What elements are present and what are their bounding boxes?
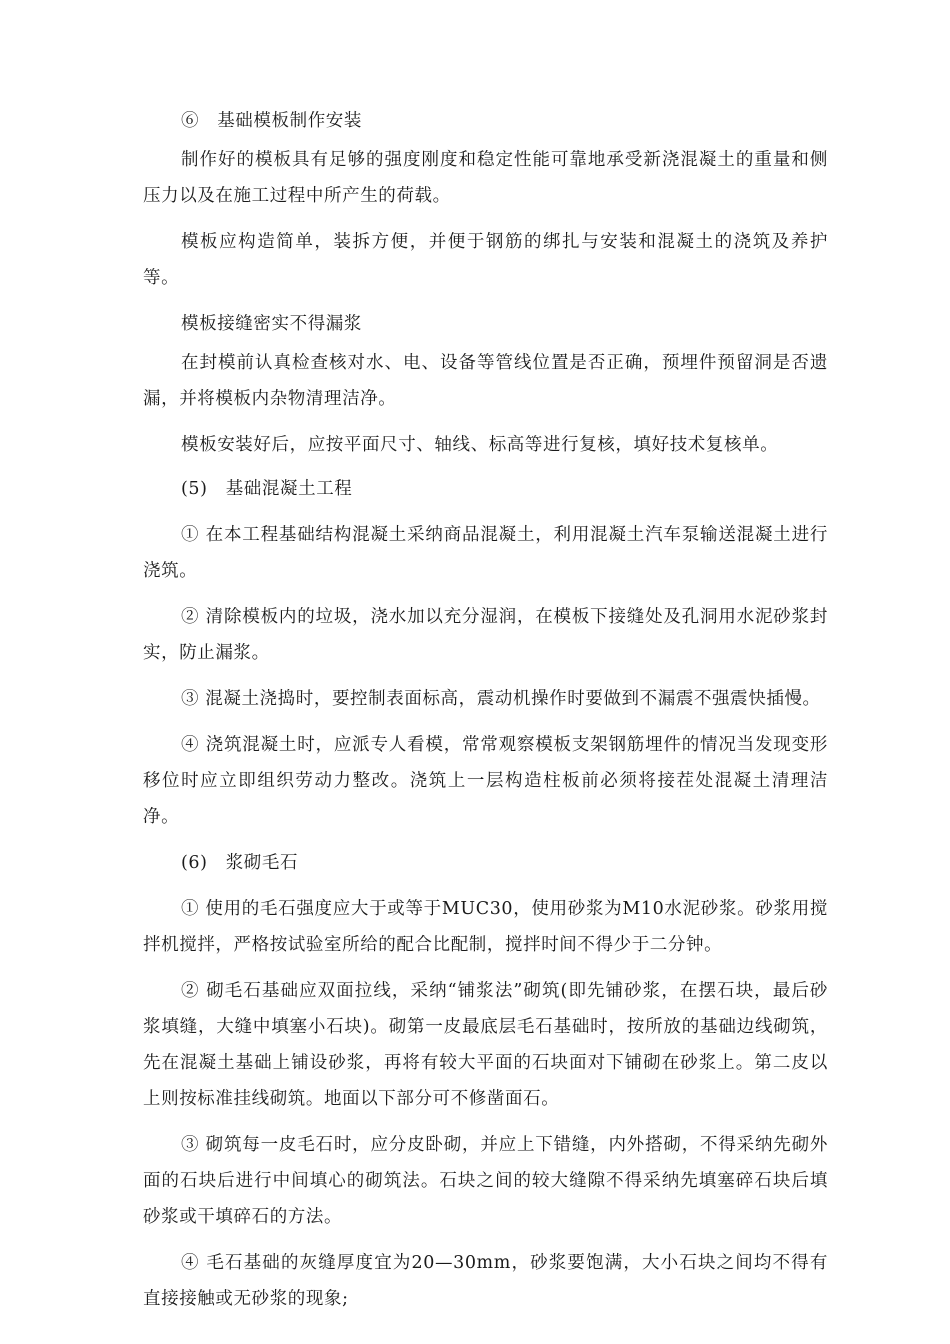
heading-formwork-installation: ⑥ 基础模板制作安装	[181, 111, 362, 131]
paragraph-formwork-strength: 制作好的模板具有足够的强度刚度和稳定性能可靠地承受新浇混凝土的重量和侧压力以及在施工过程中所产生的荷载。	[143, 150, 828, 206]
paragraph-pre-seal-check: 在封模前认真检查核对水、电、设备等管线位置是否正确，预埋件预留洞是否遗漏，并将模板内杂物清理洁净。	[143, 353, 828, 409]
document-body	[143, 103, 828, 1317]
paragraph-concrete-item-2: ② 清除模板内的垃圾，浇水加以充分湿润，在模板下接缝处及孔洞用水泥砂浆封实，防止漏浆。	[143, 607, 828, 663]
heading-foundation-concrete: (5) 基础混凝土工程	[181, 479, 353, 499]
paragraph-concrete-item-1: ① 在本工程基础结构混凝土采纳商品混凝土，利用混凝土汽车泵输送混凝土进行浇筑。	[143, 525, 828, 581]
paragraph-formwork-joints: 模板接缝密实不得漏浆	[181, 314, 362, 334]
paragraph-formwork-review: 模板安装好后，应按平面尺寸、轴线、标高等进行复核，填好技术复核单。	[181, 435, 779, 455]
paragraph-masonry-item-1: ① 使用的毛石强度应大于或等于MUC30，使用砂浆为M10水泥砂浆。砂浆用搅拌机搅拌，严格按试验室所给的配合比配制，搅拌时间不得少于二分钟。	[143, 899, 828, 955]
paragraph-masonry-item-3: ③ 砌筑每一皮毛石时，应分皮卧砌，并应上下错缝，内外搭砌，不得采纳先砌外面的石块后进行中间填心的砌筑法。石块之间的较大缝隙不得采纳先填塞碎石块后填砂浆或干填碎石的方法。	[143, 1135, 828, 1227]
paragraph-concrete-item-3: ③ 混凝土浇捣时，要控制表面标高，震动机操作时要做到不漏震不强震快插慢。	[181, 689, 821, 709]
paragraph-concrete-item-4: ④ 浇筑混凝土时，应派专人看模，常常观察模板支架钢筋埋件的情况当发现变形移位时应立即组织劳动力整改。浇筑上一层构造柱板前必须将接茬处混凝土清理洁净。	[143, 735, 828, 827]
heading-mortar-rubble-masonry: (6) 浆砌毛石	[181, 853, 299, 873]
paragraph-formwork-construction: 模板应构造简单，装拆方便，并便于钢筋的绑扎与安装和混凝土的浇筑及养护等。	[143, 232, 828, 288]
paragraph-masonry-item-2: ② 砌毛石基础应双面拉线，采纳“铺浆法”砌筑(即先铺砂浆，在摆石块，最后砂浆填缝，大缝中填塞小石块)。砌第一皮最底层毛石基础时，按所放的基础边线砌筑，先在混凝土基础上铺设砂浆，再将有较大平面的石块面对下铺砌在砂浆上。第二皮以上则按标准挂线砌筑。地面以下部分可不修凿面石。	[143, 981, 828, 1109]
paragraph-masonry-item-4: ④ 毛石基础的灰缝厚度宜为20—30mm，砂浆要饱满，大小石块之间均不得有直接接触或无砂浆的现象;	[143, 1253, 828, 1309]
